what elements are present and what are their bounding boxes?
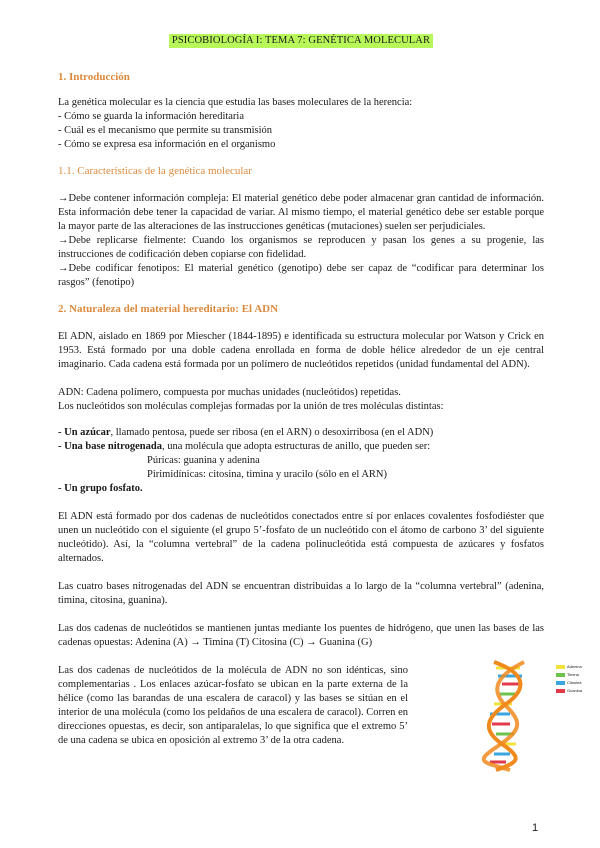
section-1-heading: 1. Introducción xyxy=(58,71,130,83)
legend-swatch-icon xyxy=(556,665,565,669)
dna-history-paragraph: El ADN, aislado en 1869 por Miescher (1844-1895) e identificada su estructura molecular por Watson y Crick en 1953. Está formado por una doble cadena enrollada en forma de doble hélice alrededor de un eje central imaginario. Cada cadena está formada por un polímero de nucleótidos repetidos (unidad fundamental del ADN). xyxy=(58,331,544,370)
document-title: PSICOBIOLOGÍA I: TEMA 7: GENÉTICA MOLECULAR xyxy=(169,34,433,48)
document-page xyxy=(58,34,544,748)
legend-item-guanina: Guanina xyxy=(556,688,582,694)
intro-item-1: - Cómo se guarda la información hereditaria xyxy=(58,111,245,122)
complementary-paragraph: Las dos cadenas de nucleótidos de la molécula de ADN no son idénticas, sino complementarias . Los enlaces azúcar-fosfato se ubican en la parte externa de la hélice (como las barandas de una escalera de caracol) y las bases se sitúan en el interior de una molécula (como los peldaños de una escalera de caracol). Corren en direcciones opuestas, es decir, son antiparalelas, lo que significa que el extremo 5’ de una cadena se ubica en oposición al extremo 3’ de la otra cadena. xyxy=(58,665,408,746)
legend-item-citosina: Citosina xyxy=(556,680,582,686)
dna-legend xyxy=(556,664,582,694)
section-2-heading: 2. Naturaleza del material hereditario: El ADN xyxy=(58,303,279,315)
section-1-1-heading: 1.1. Características de la genética molecular xyxy=(58,165,252,177)
legend-item-adenina: Adenina xyxy=(556,664,582,670)
page-number: 1 xyxy=(532,822,539,834)
legend-swatch-icon xyxy=(556,681,565,685)
feature-paragraph-3: →Debe codificar fenotipos: El material genético (genotipo) debe ser capaz de “codificar para determinar los rasgos” (fenotipo) xyxy=(58,263,544,288)
intro-text: La genética molecular es la ciencia que estudia las bases moleculares de la herencia: xyxy=(58,97,413,108)
component-phosphate: - Un grupo fosfato. xyxy=(58,483,143,494)
backbone-paragraph: El ADN está formado por dos cadenas de nucleótidos conectados entre sí por enlaces covalentes fosfodiéster que unen un nucleótido con el siguiente (el grupo 5’-fosfato de un nucleótido con el átomo de carbono 3’ del siguiente nucleótido). Así, la “columna vertebral” de la cadena polinucleótida está compuesta de azúcares y fosfatos alternados. xyxy=(58,511,544,564)
component-base: - Una base nitrogenada, una molécula que adopta estructuras de anillo, que pueden ser: xyxy=(58,441,431,452)
pyrimidine-bases: Pirimidínicas: citosina, timina y uracilo (sólo en el ARN) xyxy=(147,469,388,480)
legend-swatch-icon xyxy=(556,689,565,693)
feature-paragraph-1: →Debe contener información compleja: El material genético debe poder almacenar gran cantidad de información. Esta información debe tener la capacidad de variar. Al mismo tiempo, el material genético debe ser estable porque la mayor parte de las alteraciones de las instrucciones genéticas (mutaciones) suelen ser perjudiciales. xyxy=(58,193,544,232)
bases-paragraph: Las cuatro bases nitrogenadas del ADN se encuentran distribuidas a lo largo de la “columna vertebral” (adenina, timina, citosina, guanina). xyxy=(58,581,544,606)
hydrogen-bonds-paragraph: Las dos cadenas de nucleótidos se mantienen juntas mediante los puentes de hidrógeno, que unen las bases de las cadenas opuestas: Adenina (A) → Timina (T) Citosina (C) → Guanina (G) xyxy=(58,623,544,648)
component-sugar: - Un azúcar, llamado pentosa, puede ser ribosa (en el ARN) o desoxirribosa (en el ADN) xyxy=(58,427,434,438)
dna-helix-illustration xyxy=(476,660,548,772)
legend-item-timina: Timina xyxy=(556,672,582,678)
intro-item-3: - Cómo se expresa esa información en el organismo xyxy=(58,139,276,150)
legend-swatch-icon xyxy=(556,673,565,677)
feature-paragraph-2: →Debe replicarse fielmente: Cuando los organismos se reproducen y pasan los genes a su progenie, las instrucciones de codificación deben copiarse con fidelidad. xyxy=(58,235,544,260)
nucleotide-definition: Los nucleótidos son moléculas complejas formadas por la unión de tres moléculas distintas: xyxy=(58,401,444,412)
intro-item-2: - Cuál es el mecanismo que permite su transmisión xyxy=(58,125,273,136)
purine-bases: Púricas: guanina y adenina xyxy=(147,455,260,466)
dna-definition: ADN: Cadena polímero, compuesta por muchas unidades (nucleótidos) repetidas. xyxy=(58,387,401,398)
